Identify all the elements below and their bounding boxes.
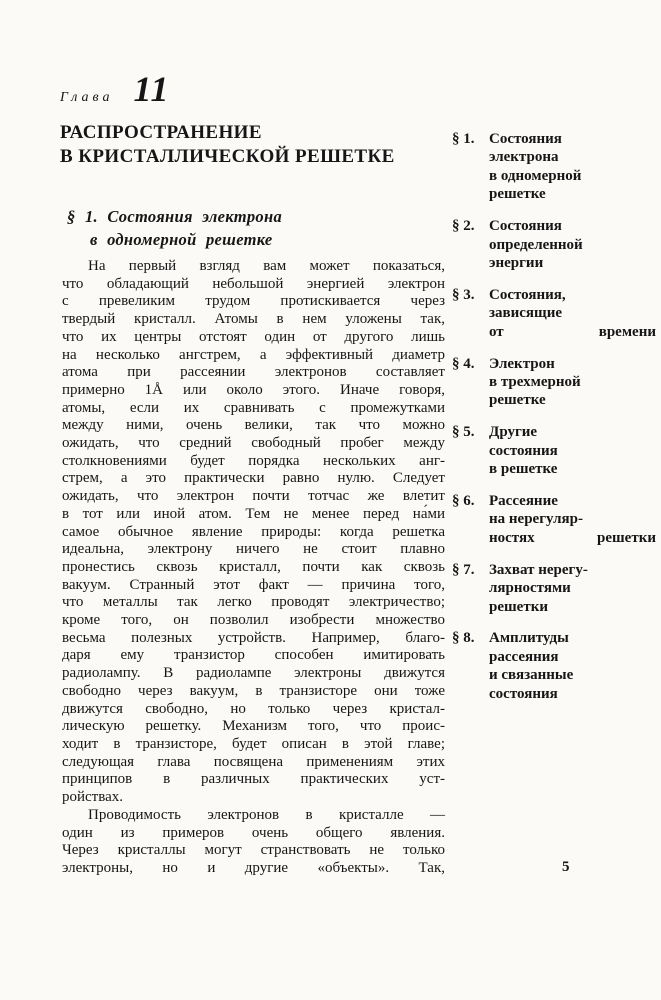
toc-entry-title — [489, 492, 656, 547]
body-line: электроны, но и другие «объекты». Так, — [62, 859, 445, 876]
toc-entry-number: § 3. — [452, 286, 475, 303]
toc-entry-title — [489, 355, 656, 410]
toc-line: на нерегуляр- — [489, 511, 583, 528]
toc-line: электрона — [489, 149, 559, 166]
toc-line: определенной — [489, 236, 583, 253]
toc-line: Амплитуды — [489, 630, 569, 647]
body-line: ходит в транзисторе, будет описан в этой главе; — [62, 735, 445, 752]
toc-entry-title — [489, 561, 656, 616]
section-heading-line-2: в одномерной решетке — [90, 229, 273, 249]
toc-line: в решетке — [489, 461, 558, 478]
body-line: ожидать, что средний свободный пробег между — [62, 435, 445, 452]
body-line: на несколько ангстрем, а эффективный диаметр — [62, 346, 445, 363]
body-line: что обладающий небольшой энергией электрон — [62, 275, 445, 292]
body-line: один из примеров очень общего явления. — [62, 824, 445, 841]
toc-entry-number: § 5. — [452, 424, 475, 441]
chapter-title-line-2: В КРИСТАЛЛИЧЕСКОЙ РЕШЕТКЕ — [60, 145, 395, 167]
body-line: атома при рассеянии электронов составляет — [62, 364, 445, 381]
body-line: лическую решетку. Механизм того, что проис- — [62, 718, 445, 735]
toc-entry-title — [489, 423, 656, 478]
toc-entry — [452, 217, 656, 272]
body-line: самое обычное явление природы: когда решетка — [62, 523, 445, 540]
body-line: с превеликим трудом протискивается через — [62, 293, 445, 310]
body-line: столкновениями будет порядка нескольких анг- — [62, 452, 445, 469]
toc-entry-number: § 7. — [452, 561, 475, 578]
toc-line: состояния — [489, 442, 558, 459]
toc-entry-title — [489, 286, 656, 341]
body-line: кроме того, он позволил изобрести множество — [62, 612, 445, 629]
body-text — [62, 258, 445, 878]
toc-entry-number: § 4. — [452, 355, 475, 372]
toc-entry-number: § 6. — [452, 493, 475, 509]
toc-entry-number: § 1. — [452, 131, 475, 147]
section-heading-line-1: § 1. Состояния электрона — [67, 207, 282, 226]
body-line: что их центры отстоят один от другого лишь — [62, 328, 445, 345]
body-line: твердый кристалл. Атомы в нем уложены так, — [62, 311, 445, 328]
toc-line: состояния — [489, 685, 558, 702]
toc-entry-number: § 2. — [452, 218, 475, 235]
body-line: в тот или иной атом. Тем не менее перед на́ми — [62, 505, 445, 522]
toc-line: и связанные — [489, 667, 574, 684]
toc-line: ностях решетки — [489, 529, 656, 546]
toc-entry-title — [489, 217, 656, 272]
toc-entry — [452, 355, 656, 410]
body-line: радиолампу. В радиолампе электроны движутся — [62, 665, 445, 682]
body-line: весьма полезных устройств. Например, благо- — [62, 629, 445, 646]
toc-line: Состояния — [489, 218, 562, 235]
toc-line: решетки — [489, 598, 548, 615]
toc-entry — [452, 629, 656, 703]
body-line: Через кристаллы могут странствовать не только — [62, 842, 445, 859]
toc-line: Состояния — [489, 131, 562, 147]
toc-line: лярностями — [489, 580, 571, 597]
body-line: свободно через вакуум, в транзисторе они тоже — [62, 682, 445, 699]
body-line: между ними, очень велики, так что можно — [62, 417, 445, 434]
chapter-heading — [60, 68, 170, 110]
toc-line: от времени — [489, 323, 656, 340]
body-line: идеальна, электрону ничего не стоит плавно — [62, 541, 445, 558]
section-heading — [67, 206, 282, 251]
toc-line: Электрон — [489, 355, 555, 372]
body-line: Проводимость электронов в кристалле — — [88, 806, 445, 823]
toc-line: рассеяния — [489, 648, 559, 665]
toc-entry — [452, 130, 656, 204]
toc-sidebar — [452, 130, 656, 717]
body-line: атомы, если их сравнивать с промежутками — [62, 399, 445, 416]
body-line: пронестись сквозь кристалл, почти как сквозь — [62, 558, 445, 575]
toc-entry-title — [489, 629, 656, 703]
body-line: даря ему транзистор способен имитировать — [62, 647, 445, 664]
body-line: ройствах. — [62, 789, 124, 806]
toc-entry — [452, 492, 656, 547]
toc-entry — [452, 423, 656, 478]
toc-line: решетке — [489, 186, 546, 203]
toc-line: зависящие — [489, 305, 563, 322]
body-line: движутся свободно, но только через кристал- — [62, 700, 445, 717]
toc-line: Состояния, — [489, 286, 566, 303]
chapter-title — [60, 121, 395, 168]
body-line: следующая глава посвящена применениям этих — [62, 753, 445, 770]
chapter-title-line-1: РАСПРОСТРАНЕНИЕ — [60, 122, 262, 143]
toc-line: в трехмерной — [489, 373, 581, 390]
toc-line: в одномерной — [489, 167, 582, 184]
toc-entry — [452, 561, 656, 616]
body-line: что металлы так легко проводят электричество; — [62, 594, 445, 611]
toc-line: Захват нерегу- — [489, 561, 588, 578]
chapter-label: Глава — [60, 90, 114, 105]
toc-line: Рассеяние — [489, 493, 558, 509]
toc-entry-title — [489, 130, 656, 204]
chapter-number: 11 — [133, 69, 170, 109]
page-number: 5 — [562, 859, 570, 875]
body-line: принципов в различных практических уст- — [62, 771, 445, 788]
body-line: На первый взгляд вам может показаться, — [88, 258, 445, 274]
toc-line: решетке — [489, 392, 546, 409]
body-line: стрем, а это практически равно нулю. Следует — [62, 470, 445, 487]
body-line: примерно 1Å или около этого. Иначе говоря, — [62, 381, 445, 398]
toc-line: Другие — [489, 424, 538, 441]
toc-entry-number: § 8. — [452, 630, 475, 647]
body-line: вакуум. Странный этот факт — причина того, — [62, 576, 445, 593]
toc-entry — [452, 286, 656, 341]
toc-line: энергии — [489, 254, 544, 271]
body-line: ожидать, что электрон почти тотчас же влетит — [62, 488, 445, 505]
